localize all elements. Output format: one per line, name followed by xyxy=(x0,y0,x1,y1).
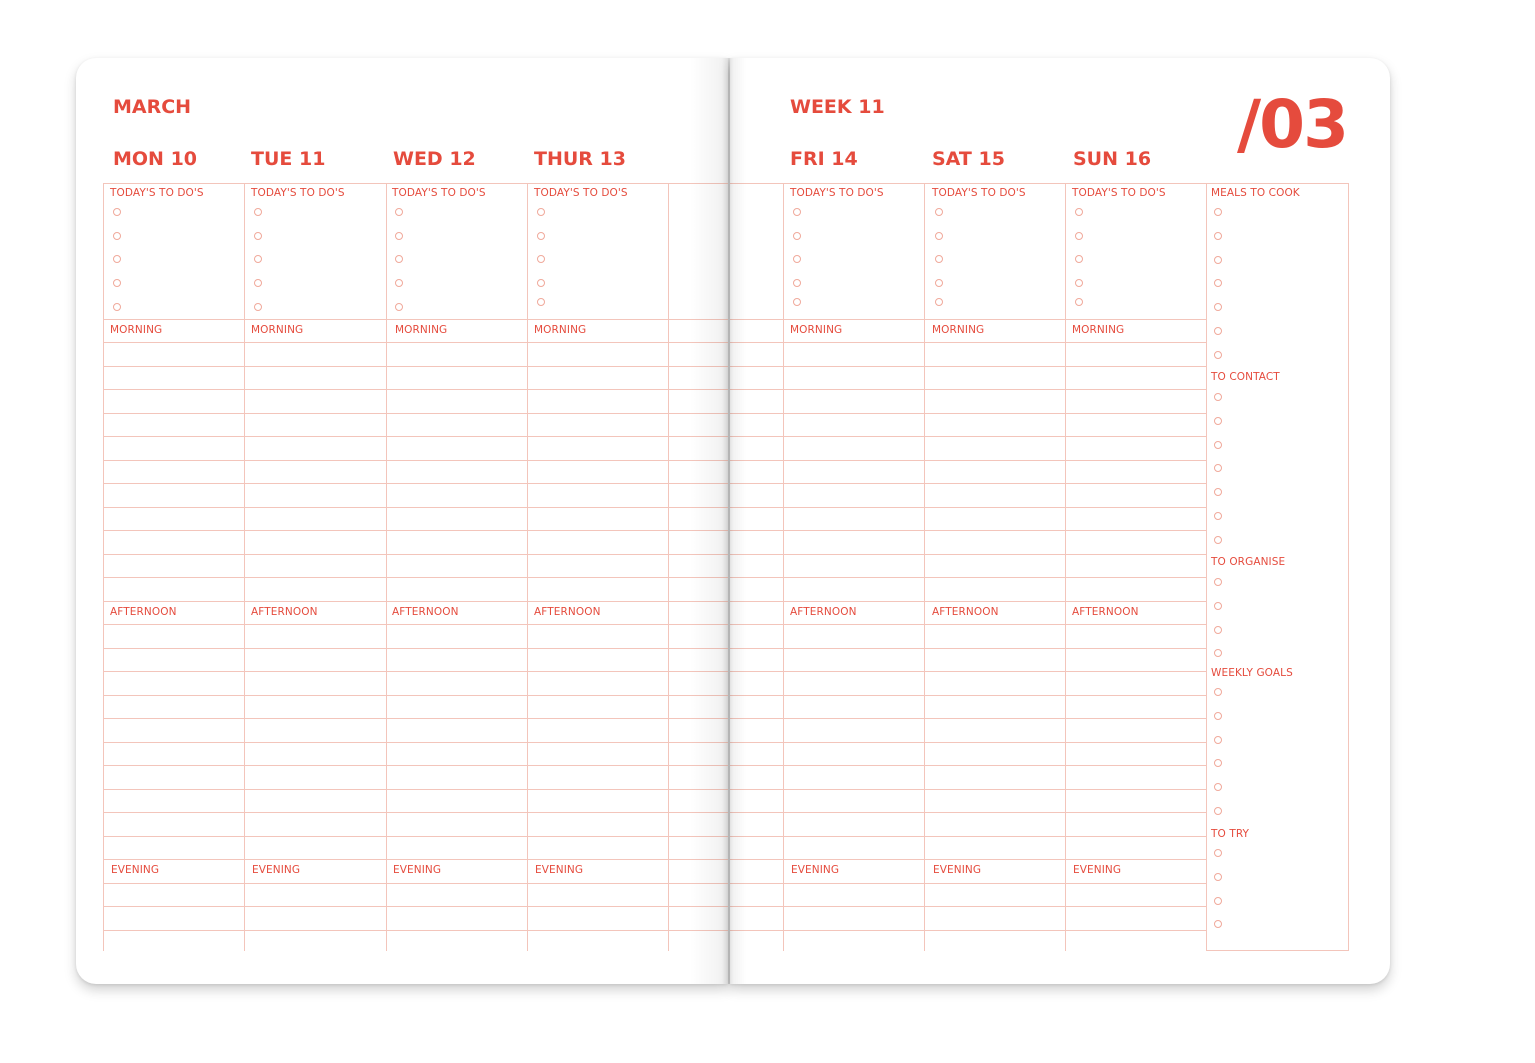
morning-label: MORNING xyxy=(395,324,448,336)
todo-checkbox[interactable] xyxy=(254,232,262,240)
grid-line-right xyxy=(730,883,1206,884)
todo-checkbox[interactable] xyxy=(113,303,121,311)
grid-line-left xyxy=(103,577,728,578)
month-title: MARCH xyxy=(113,96,192,118)
grid-column-line xyxy=(527,183,528,951)
todo-checkbox[interactable] xyxy=(113,232,121,240)
todo-checkbox[interactable] xyxy=(537,232,545,240)
month-number: /03 xyxy=(1237,86,1347,163)
evening-label: EVENING xyxy=(535,864,584,876)
evening-label: EVENING xyxy=(252,864,301,876)
grid-column-line xyxy=(1206,183,1207,951)
grid-line-left xyxy=(103,483,728,484)
todo-checkbox[interactable] xyxy=(537,298,545,306)
grid-line-right xyxy=(730,342,1206,343)
sidebar-checkbox[interactable] xyxy=(1214,712,1222,720)
sidebar-checkbox[interactable] xyxy=(1214,602,1222,610)
day-title-sun: SUN 16 xyxy=(1073,148,1152,170)
todo-checkbox[interactable] xyxy=(935,298,943,306)
grid-line-right xyxy=(730,648,1206,649)
todo-checkbox[interactable] xyxy=(793,298,801,306)
grid-line-left xyxy=(103,389,728,390)
grid-line-right xyxy=(730,530,1206,531)
todo-checkbox[interactable] xyxy=(395,279,403,287)
day-title-mon: MON 10 xyxy=(113,148,198,170)
todo-checkbox[interactable] xyxy=(254,303,262,311)
grid-line-right xyxy=(730,483,1206,484)
day-title-tue: TUE 11 xyxy=(251,148,326,170)
sidebar-section-label: WEEKLY GOALS xyxy=(1211,667,1293,679)
grid-line-right xyxy=(730,577,1206,578)
grid-line-right xyxy=(730,718,1206,719)
week-title: WEEK 11 xyxy=(790,96,885,118)
grid-line-right xyxy=(730,319,1206,320)
grid-line-left xyxy=(103,507,728,508)
grid-line-left xyxy=(103,366,728,367)
sidebar-checkbox[interactable] xyxy=(1214,303,1222,311)
grid-line-right xyxy=(730,366,1206,367)
morning-label: MORNING xyxy=(110,324,163,336)
grid-line-right xyxy=(730,671,1206,672)
todo-label: TODAY'S TO DO'S xyxy=(392,187,486,199)
todo-checkbox[interactable] xyxy=(935,279,943,287)
todo-checkbox[interactable] xyxy=(1075,298,1083,306)
sidebar-section-label: TO ORGANISE xyxy=(1211,556,1286,568)
grid-column-line xyxy=(783,183,784,951)
morning-label: MORNING xyxy=(1072,324,1125,336)
grid-line-right xyxy=(730,930,1206,931)
grid-line-left xyxy=(103,601,728,602)
todo-label: TODAY'S TO DO'S xyxy=(790,187,884,199)
day-title-fri: FRI 14 xyxy=(790,148,858,170)
todo-checkbox[interactable] xyxy=(935,208,943,216)
sidebar-section-label: TO TRY xyxy=(1211,828,1250,840)
afternoon-label: AFTERNOON xyxy=(1072,606,1139,618)
todo-checkbox[interactable] xyxy=(537,208,545,216)
grid-line-left xyxy=(103,836,728,837)
morning-label: MORNING xyxy=(251,324,304,336)
todo-checkbox[interactable] xyxy=(793,208,801,216)
todo-checkbox[interactable] xyxy=(1075,232,1083,240)
todo-checkbox[interactable] xyxy=(1075,279,1083,287)
todo-label: TODAY'S TO DO'S xyxy=(1072,187,1166,199)
todo-checkbox[interactable] xyxy=(395,255,403,263)
afternoon-label: AFTERNOON xyxy=(932,606,999,618)
grid-line-left xyxy=(103,812,728,813)
grid-line-left xyxy=(103,883,728,884)
sidebar-checkbox[interactable] xyxy=(1214,279,1222,287)
grid-line-right xyxy=(730,789,1206,790)
evening-label: EVENING xyxy=(111,864,160,876)
grid-line-right xyxy=(730,695,1206,696)
todo-checkbox[interactable] xyxy=(395,208,403,216)
grid-line-right xyxy=(730,765,1206,766)
grid-line-right xyxy=(730,601,1206,602)
sidebar-checkbox[interactable] xyxy=(1214,578,1222,586)
morning-label: MORNING xyxy=(534,324,587,336)
todo-label: TODAY'S TO DO'S xyxy=(251,187,345,199)
todo-checkbox[interactable] xyxy=(935,232,943,240)
grid-line-right xyxy=(730,183,1206,184)
afternoon-label: AFTERNOON xyxy=(110,606,177,618)
sidebar-checkbox[interactable] xyxy=(1214,256,1222,264)
grid-column-line xyxy=(1348,183,1349,951)
grid-line-left xyxy=(103,460,728,461)
grid-line-left xyxy=(103,742,728,743)
grid-line-left xyxy=(103,695,728,696)
todo-checkbox[interactable] xyxy=(254,208,262,216)
grid-line-left xyxy=(103,718,728,719)
sidebar-checkbox[interactable] xyxy=(1214,351,1222,359)
todo-checkbox[interactable] xyxy=(793,232,801,240)
grid-line-left xyxy=(103,183,728,184)
todo-checkbox[interactable] xyxy=(113,208,121,216)
grid-line-right xyxy=(730,906,1206,907)
grid-line-left xyxy=(103,554,728,555)
todo-checkbox[interactable] xyxy=(254,279,262,287)
sidebar-checkbox[interactable] xyxy=(1214,208,1222,216)
sidebar-checkbox[interactable] xyxy=(1214,393,1222,401)
todo-checkbox[interactable] xyxy=(793,279,801,287)
grid-line-right xyxy=(730,507,1206,508)
sidebar-checkbox[interactable] xyxy=(1214,327,1222,335)
grid-line-right xyxy=(730,413,1206,414)
evening-label: EVENING xyxy=(1073,864,1122,876)
sidebar-checkbox[interactable] xyxy=(1214,536,1222,544)
sidebar-checkbox[interactable] xyxy=(1214,920,1222,928)
sidebar-checkbox[interactable] xyxy=(1214,441,1222,449)
todo-label: TODAY'S TO DO'S xyxy=(932,187,1026,199)
sidebar-checkbox[interactable] xyxy=(1214,783,1222,791)
sidebar-checkbox[interactable] xyxy=(1214,488,1222,496)
afternoon-label: AFTERNOON xyxy=(392,606,459,618)
grid-line-right xyxy=(730,436,1206,437)
sidebar-checkbox[interactable] xyxy=(1214,417,1222,425)
grid-line-left xyxy=(103,342,728,343)
sidebar-checkbox[interactable] xyxy=(1214,464,1222,472)
grid-column-line xyxy=(1065,183,1066,951)
evening-label: EVENING xyxy=(791,864,840,876)
todo-checkbox[interactable] xyxy=(935,255,943,263)
sidebar-section-label: MEALS TO COOK xyxy=(1211,187,1300,199)
grid-line-right xyxy=(730,836,1206,837)
afternoon-label: AFTERNOON xyxy=(790,606,857,618)
grid-column-line xyxy=(924,183,925,951)
day-title-thu: THUR 13 xyxy=(534,148,626,170)
grid-line-right xyxy=(730,460,1206,461)
grid-column-line xyxy=(103,183,104,951)
grid-line-left xyxy=(103,624,728,625)
sidebar-checkbox[interactable] xyxy=(1214,736,1222,744)
morning-label: MORNING xyxy=(790,324,843,336)
todo-checkbox[interactable] xyxy=(395,303,403,311)
todo-checkbox[interactable] xyxy=(1075,255,1083,263)
grid-line-right xyxy=(730,624,1206,625)
grid-line-left xyxy=(103,906,728,907)
grid-line-left xyxy=(103,436,728,437)
grid-column-line xyxy=(244,183,245,951)
sidebar-checkbox[interactable] xyxy=(1214,232,1222,240)
grid-line-right xyxy=(730,859,1206,860)
todo-checkbox[interactable] xyxy=(537,255,545,263)
morning-label: MORNING xyxy=(932,324,985,336)
grid-line-right xyxy=(730,554,1206,555)
todo-checkbox[interactable] xyxy=(537,279,545,287)
sidebar-checkbox[interactable] xyxy=(1214,849,1222,857)
grid-line-left xyxy=(103,930,728,931)
todo-label: TODAY'S TO DO'S xyxy=(534,187,628,199)
grid-line-left xyxy=(103,648,728,649)
grid-line-right xyxy=(730,742,1206,743)
sidebar-section-label: TO CONTACT xyxy=(1211,371,1280,383)
grid-line-sidebar-bottom xyxy=(1206,950,1348,951)
grid-line-left xyxy=(103,789,728,790)
afternoon-label: AFTERNOON xyxy=(251,606,318,618)
day-title-wed: WED 12 xyxy=(393,148,476,170)
grid-column-line xyxy=(386,183,387,951)
grid-line-left xyxy=(103,530,728,531)
grid-line-left xyxy=(103,765,728,766)
todo-checkbox[interactable] xyxy=(793,255,801,263)
todo-checkbox[interactable] xyxy=(254,255,262,263)
grid-line-sidebar-top xyxy=(1206,183,1348,184)
day-title-sat: SAT 15 xyxy=(932,148,1005,170)
todo-checkbox[interactable] xyxy=(395,232,403,240)
sidebar-checkbox[interactable] xyxy=(1214,897,1222,905)
grid-line-right xyxy=(730,812,1206,813)
grid-line-left xyxy=(103,671,728,672)
sidebar-checkbox[interactable] xyxy=(1214,649,1222,657)
sidebar-checkbox[interactable] xyxy=(1214,626,1222,634)
grid-line-left xyxy=(103,413,728,414)
sidebar-checkbox[interactable] xyxy=(1214,807,1222,815)
sidebar-checkbox[interactable] xyxy=(1214,873,1222,881)
sidebar-checkbox[interactable] xyxy=(1214,759,1222,767)
sidebar-checkbox[interactable] xyxy=(1214,688,1222,696)
afternoon-label: AFTERNOON xyxy=(534,606,601,618)
grid-line-left xyxy=(103,859,728,860)
todo-checkbox[interactable] xyxy=(113,279,121,287)
evening-label: EVENING xyxy=(933,864,982,876)
sidebar-checkbox[interactable] xyxy=(1214,512,1222,520)
evening-label: EVENING xyxy=(393,864,442,876)
todo-label: TODAY'S TO DO'S xyxy=(110,187,204,199)
todo-checkbox[interactable] xyxy=(1075,208,1083,216)
grid-line-right xyxy=(730,389,1206,390)
grid-column-line xyxy=(668,183,669,951)
grid-line-left xyxy=(103,319,728,320)
todo-checkbox[interactable] xyxy=(113,255,121,263)
